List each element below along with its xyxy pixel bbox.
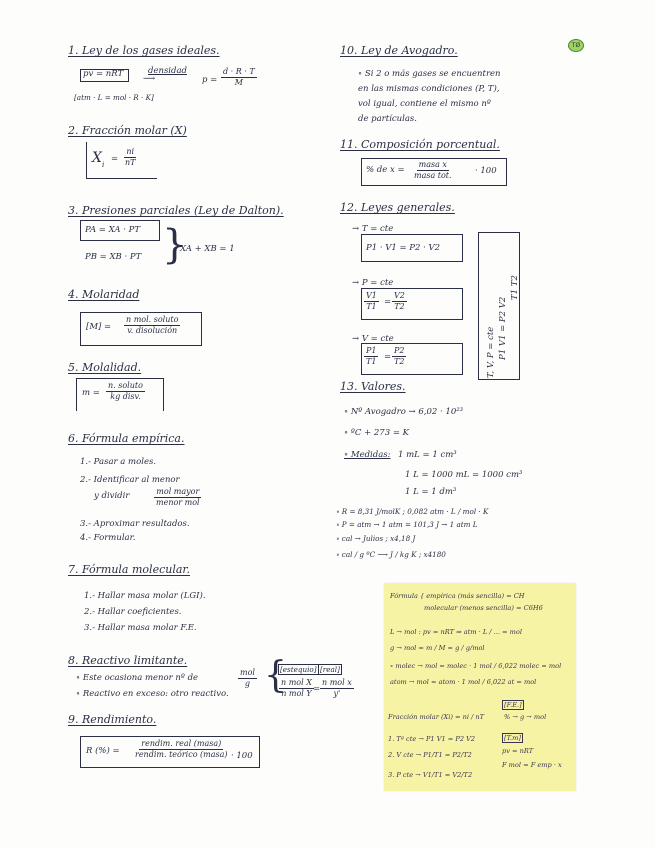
dalton-sum: XA + XB = 1 [180,244,235,254]
molality-den: kg disv. [110,392,141,401]
notes-page: TØ 1. Ley de los gases ideales. pv = nRT densidad ⟶ p = $\frac{d \cdot R \cdot T}{M}$ [atm · L = mol · R · K] 2. Fracción molar (X) X i = $\frac{ni}{nT}$ 3. Presiones parciales (Ley de Dalton). PA = XA · PT PB = XB · PT } XA + XB = 1 4. Molaridad [M] = n mol. soluto v. disolución 5. Molalidad. m = n. soluto kg disv. 6. Fórmula empírica. 1.- Pasar a moles. 2.- Identificar al menor y dividir mol mayor menor mol 3.- Aproximar resultados. 4.- Formular. 7. Fórmula molecular. 1.- Hallar masa molar (LGI). 2.- Hallar coeficientes. 3.- Hallar masa molar F.E. 8. Reactivo limitante. ∘ Este ocasiona menor nº de mol g ∘ Reactivo en exceso: otro reactivo. { [estequio] [real] n mol X n mol Y = n mol x y' 9. Rendimiento. R (%) = rendim. real (masa) rendim. teórico (masa) · 100 10. Ley de Avogadro. ∘ Si 2 o más gases se encuentren en las mismas condiciones (P, T), vol igual, contiene el mismo nº de partículas. 11. Composición porcentual. % de x = masa x masa tot. · 100 12. Leyes generales. → T = cte P1 · V1 = P2 · V2 → P = cte $\frac{V1}{T1}$ = $\frac{V2}{T2}$ → V = cte $\frac{P1}{T1}$ = $\frac{P2}{T2}$ T, V, P = cte P1 V1 = P2 V2 T1 T2 13. Valores. ∘ Nº Avogadro → 6,02 · 10²³ ∘ ºC + 273 = K ∘ Medidas: 1 mL = 1 cm³ 1 L = 1000 mL = 1000 cm³ 1 L = 1 dm³ ∘ R = 8,31 J/molK ; 0,082 atm · L / mol · K ∘ P = atm → 1 atm = 101,3 J → 1 atm L ∘ cal → Julios ; x4,18 J ∘ cal / g ºC ⟶ J / kg K ; x4180 Fórmula { empírica (más sencilla) = CH molecular (menos sencilla) = C6H6 L → mol : pv = nRT ⇒ atm · L / ... = mol g → mol = m / M = g / g/mol ∘ molec → mol = molec · 1 mol / 6,022 molec = mol atom → mol = atom · 1 mol / 6,022 at = mol [F.E.] Fracción molar (Xi) = ni / nT % → g → mol [T.m] 1. Tª cte → P1 V1 = P2 V2 pv = nRT 2. V cte → P1/T1 = P2/T2 F mol = F emp · x 3. P cte → V1/T1 = V2/T2 [0,0,655,848]
molarity-den: v. disolución [127,326,178,335]
molality-num: n. soluto [108,381,143,390]
limiting-line-2: ∘ Reactivo en exceso: otro reactivo. [76,689,229,699]
limiting-ratio-1-num: n mol X [281,678,312,687]
limiting-tag-stoich: [estequio] [280,665,317,674]
limiting-den: g [244,679,251,688]
combined-law-conditions: T, V, P = cte [486,326,496,378]
units-note: [atm · L = mol · R · K] [74,93,154,102]
dalton-pb: PB = XB · PT [85,252,142,262]
limiting-ratio-2 [320,678,354,699]
avogadro-law-line-2: en las mismas condiciones (P, T), [358,84,500,94]
molar-fraction-den: nT [125,158,136,167]
molarity-num: n mol. soluto [126,315,179,324]
empirical-den: menor mol [156,498,200,507]
boyle-equation: P1 · V1 = P2 · V2 [366,243,441,253]
yield-frac [133,739,230,760]
empirical-num: mol mayor [156,487,200,496]
note-line-4: g → mol = m / M = g / g/mol [390,644,485,652]
molar-fraction-symbol: X [92,150,102,166]
avogadro-law-line-4: de partículas. [358,114,417,124]
empirical-step-3: 3.- Aproximar resultados. [80,519,190,529]
pressure-lhs: p = [202,75,218,85]
gas-constant: ∘ R = 8,31 J/molK ; 0,082 atm · L / mol · K [336,507,489,516]
section-1-title: 1. Ley de los gases ideales. [68,44,220,57]
section-11-title: 11. Composición porcentual. [340,138,500,151]
gay-lussac-condition: → V = cte [352,334,394,344]
density-fraction [221,67,257,88]
note-line-11: 3. P cte → V1/T1 = V2/T2 [388,771,473,779]
note-line-2: molecular (menos sencilla) = C6H6 [424,604,543,612]
avogadro-law-line-3: vol igual, contiene el mismo nº [358,99,491,109]
molar-fraction-num: ni [126,147,135,156]
calorie-conversion: ∘ cal → Julios ; x4,18 J [336,534,416,543]
note-line-9: 1. Tª cte → P1 V1 = P2 V2 [388,735,476,743]
molarity-lhs: [M] = [86,322,112,332]
specific-heat-conversion: ∘ cal / g ºC ⟶ J / kg K ; x4180 [336,550,446,559]
molality-lhs: m = [82,388,100,398]
section-12-title: 12. Leyes generales. [340,201,455,214]
limiting-line-1: ∘ Este ocasiona menor nº de [76,673,199,683]
note-line-3: L → mol : pv = nRT ⇒ atm · L / ... = mol [390,628,522,636]
density-numerator: d · R · T [223,67,255,76]
section-2-title: 2. Fracción molar (X) [68,124,187,137]
dalton-brace: } [162,222,188,268]
empirical-step-2b: y dividir [94,491,130,501]
charles-condition: → P = cte [352,278,394,288]
limiting-num: mol [240,668,255,677]
empirical-step-4: 4.- Formular. [80,533,136,543]
yield-mult: · 100 [231,751,253,761]
note-line-15: F mol = F emp · x [502,761,562,769]
yield-den: rendim. teórico (masa) [135,750,228,759]
dalton-pa: PA = XA · PT [85,225,140,235]
note-line-7: Fracción molar (Xi) = ni / nT [388,713,485,721]
section-3-title: 3. Presiones parciales (Ley de Dalton). [68,204,284,217]
percent-num: masa x [418,160,447,169]
yield-num: rendim. real (masa) [141,739,222,748]
percent-lhs: % de x = [366,165,405,175]
section-13-title: 13. Valores. [340,380,406,393]
molecular-step-3: 3.- Hallar masa molar F.E. [84,623,197,633]
celsius-kelvin: ∘ ºC + 273 = K [344,428,409,438]
note-line-1: Fórmula { empírica (más sencilla) = CH [390,592,525,600]
limiting-ratio-2-num: n mol x [322,678,352,687]
measure-2: 1 L = 1000 mL = 1000 cm³ [405,470,523,480]
molecular-step-1: 1.- Hallar masa molar (LGI). [84,591,206,601]
ideal-gas-equation: pv = nRT [83,69,124,79]
gay-lussac-den-2: T2 [394,357,405,366]
note-line-8: % → g → mol [504,713,547,721]
limiting-tag-real: [real] [320,665,340,674]
limiting-ratio-1 [279,678,314,699]
empirical-step-2a: 2.- Identificar al menor [80,475,180,485]
section-4-title: 4. Molaridad [68,288,140,301]
sticky-note [384,583,576,791]
note-tm-tag: [T.m] [504,734,521,742]
molar-fraction-frac [123,147,138,168]
avogadro-law-line-1: ∘ Si 2 o más gases se encuentren [358,69,501,79]
charles-frac-2 [392,291,407,312]
limiting-ratio-eq: = [313,684,321,694]
measures-label: ∘ Medidas: [344,450,391,460]
limiting-frac [238,668,257,689]
section-5-title: 5. Molalidad. [68,361,142,374]
pressure-conversion: ∘ P = atm → 1 atm = 101,3 J → 1 atm L [336,520,478,529]
molality-frac [106,381,145,402]
avogadro-number: ∘ Nº Avogadro → 6,02 · 10²³ [344,407,464,417]
section-10-title: 10. Ley de Avogadro. [340,44,458,57]
section-6-title: 6. Fórmula empírica. [68,432,185,445]
gay-lussac-den-1: T1 [366,357,377,366]
charles-num-1: V1 [366,291,377,300]
charles-den-2: T2 [394,302,405,311]
note-line-14: pv = nRT [502,747,534,755]
empirical-step-1: 1.- Pasar a moles. [80,457,157,467]
limiting-ratio-1-den: n mol Y [281,689,312,698]
combined-law-numerators: P1 V1 = P2 V2 [498,296,508,360]
section-7-title: 7. Fórmula molecular. [68,563,190,576]
gay-lussac-frac-1 [364,346,378,367]
percent-mult: · 100 [475,166,497,176]
molarity-frac [124,315,180,336]
section-8-title: 8. Reactivo limitante. [68,654,188,667]
charles-frac-1 [364,291,379,312]
molar-fraction-eq: = [111,154,119,164]
density-label: densidad [148,66,187,76]
density-arrow: ⟶ [143,74,156,84]
gay-lussac-num-1: P1 [366,346,377,355]
boyle-condition: → T = cte [352,224,394,234]
yield-lhs: R (%) = [86,746,120,756]
measure-1: 1 mL = 1 cm³ [398,450,457,460]
charles-num-2: V2 [394,291,405,300]
molar-fraction-sub: i [102,160,105,169]
molecular-step-2: 2.- Hallar coeficientes. [84,607,182,617]
note-line-10: 2. V cte → P1/T1 = P2/T2 [388,751,472,759]
note-line-6: atom → mol = atom · 1 mol / 6,022 at = mol [390,678,537,686]
limiting-ratio-2-den: y' [333,689,341,698]
note-fe-tag: [F.E.] [504,701,522,709]
density-denominator: M [234,78,243,87]
combined-law-denominators: T1 T2 [510,275,520,300]
percent-frac [412,160,454,181]
section-9-title: 9. Rendimiento. [68,713,157,726]
gay-lussac-frac-2 [392,346,406,367]
gay-lussac-num-2: P2 [394,346,405,355]
charles-den-1: T1 [366,302,377,311]
note-line-5: ∘ molec → mol = molec · 1 mol / 6,022 molec = mol [390,662,562,670]
measure-3: 1 L = 1 dm³ [405,487,457,497]
percent-den: masa tot. [414,171,452,180]
page-badge: TØ [568,39,584,52]
limiting-brace: { [264,655,287,696]
empirical-frac [154,487,202,508]
